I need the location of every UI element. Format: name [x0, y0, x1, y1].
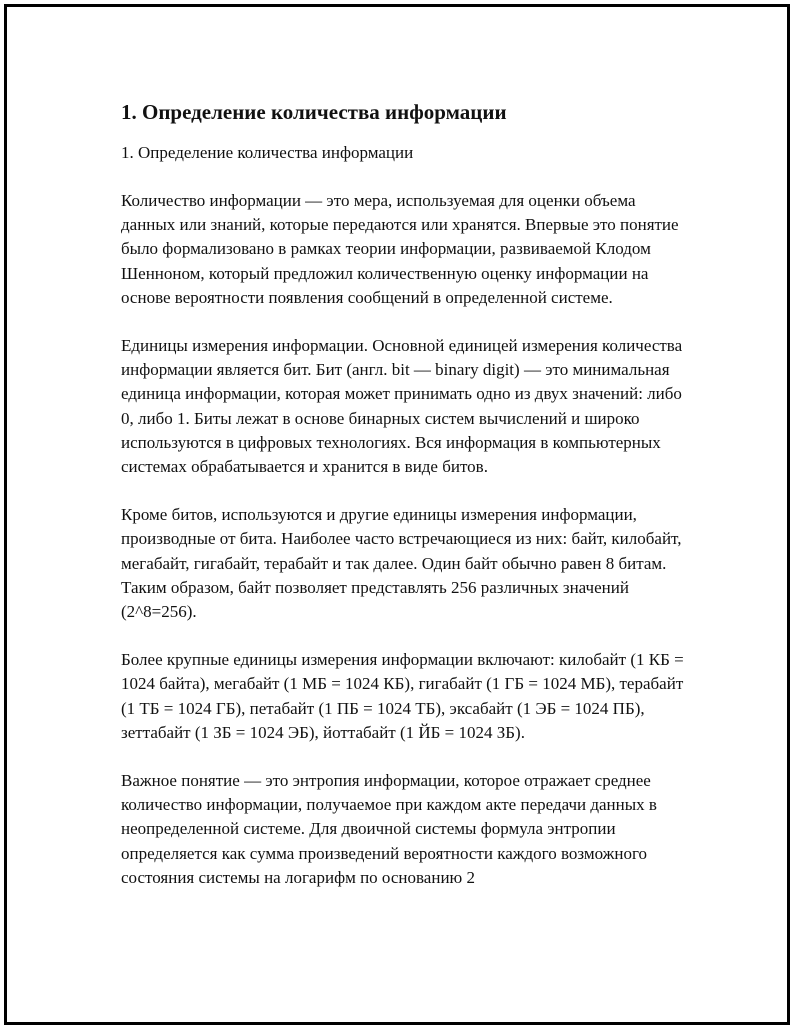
document-page [4, 4, 790, 1025]
page-title: 1. Определение количества информации [121, 100, 507, 124]
paragraph-2: Единицы измерения информации. Основной единицей измерения количества информации является бит. Бит (англ. bit — binary digit) — это минимальная единица информации, которая может принимать одно из двух значений: либо 0, либо 1. Биты лежат в основе бинарных систем вычислений и широко используются в цифровых технологиях. Вся информация в компьютерных системах обрабатывается и хранится в виде битов. [121, 336, 683, 477]
section-subtitle: 1. Определение количества информации [121, 143, 414, 162]
paragraph-1: Количество информации — это мера, используемая для оценки объема данных или знаний, которые передаются или хранятся. Впервые это понятие было формализовано в рамках теории информации, развиваемой Клодом Шенноном, который предложил количественную оценку информации на основе вероятности появления сообщений в определенной системе. [121, 191, 679, 307]
paragraph-5: Важное понятие — это энтропия информации, которое отражает среднее количество информации, получаемое при каждом акте передачи данных в неопределенной системе. Для двоичной системы формула энтропии определяется как сумма произведений вероятности каждого возможного состояния системы на логарифм по основанию 2 [121, 771, 657, 887]
paragraph-4: Более крупные единицы измерения информации включают: килобайт (1 КБ = 1024 байта), мегабайт (1 МБ = 1024 КБ), гигабайт (1 ГБ = 1024 МБ), терабайт (1 ТБ = 1024 ГБ), петабайт (1 ПБ = 1024 ТБ), эксабайт (1 ЭБ = 1024 ПБ), зеттабайт (1 ЗБ = 1024 ЭБ), йоттабайт (1 ЙБ = 1024 ЗБ). [121, 650, 684, 742]
paragraph-3: Кроме битов, используются и другие единицы измерения информации, производные от бита. Наиболее часто встречающиеся из них: байт, килобайт, мегабайт, гигабайт, терабайт и так далее. Один байт обычно равен 8 битам. Таким образом, байт позволяет представлять 256 различных значений (2^8=256). [121, 505, 682, 622]
document-content [121, 97, 691, 890]
